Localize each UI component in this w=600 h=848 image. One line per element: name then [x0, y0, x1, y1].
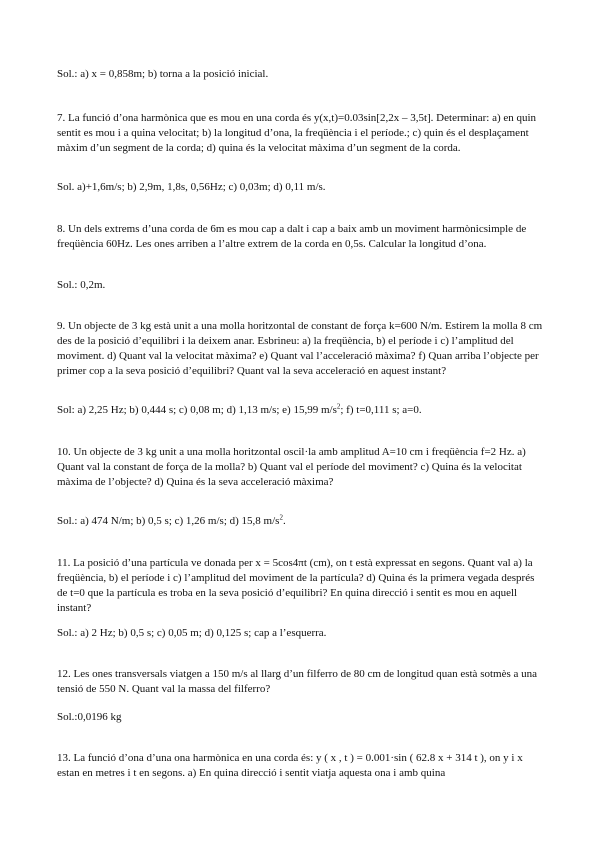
superscript: 2 [279, 513, 283, 522]
problem-13 [57, 751, 547, 781]
problem-statement [57, 445, 547, 490]
solution-rest: . [282, 515, 286, 527]
problem-number: 11. [57, 557, 71, 569]
solution-text: Sol.: a) 2 Hz; b) 0,5 s; c) 0,05 m; d) 0,125 s; cap a l’esquerra. [57, 627, 327, 639]
problem-number: 7. [57, 112, 66, 124]
solution-text: Sol. a)+1,6m/s; b) 2,9m, 1,8s, 0,56Hz; c) 0,03m; d) 0,11 m/s. [57, 181, 326, 193]
problem-text: Un dels extrems d’una corda de 6m es mou cap a dalt i cap a baix amb un moviment harmònicsimple de freqüència 60Hz. Les ones arriben a l’altre extrem de la corda en 0,5s. Calcular la longitud d’ona. [57, 223, 527, 250]
solution-text: Sol.: a) x = 0,858m; b) torna a la posició inicial. [57, 68, 269, 80]
problem-text: Un objecte de 3 kg està unit a una molla horitzontal de constant de força k=600 N/m. Estirem la molla 8 cm des de la posició d’equilibri i la deixem anar. Esbrineu: a) la freqüència, b) el període i c) l’amplitud del moviment. d) Quant val la velocitat màxima? e) Quant val l’acceleració màxima? f) Quan arriba l’objecte per primer cop a la seva posició d’equilibri? Quant val la seva acceleració en aquest instant? [57, 320, 543, 377]
problem-text: La funció d’ona harmònica que es mou en una corda és y(x,t)=0.03sin[2,2x – 3,5t]. Determinar: a) en quin sentit es mou i a quina velocitat; b) la longitud d’ona, la freqüència i el període.; c) quin és el desplaçament màxim d’un segment de la corda; d) quina és la velocitat màxima d’un segment de la corda. [57, 112, 537, 154]
solution-11 [57, 626, 547, 641]
problem-text: Un objecte de 3 kg unit a una molla horitzontal oscil·la amb amplitud A=10 cm i freqüència f=2 Hz. a) Quant val la constant de força de la molla? b) Quant val el període del moviment? c) Quina és la velocitat màxima de l’objecte? d) Quina és la seva acceleració màxima? [57, 446, 526, 488]
solution-text [57, 514, 547, 529]
problem-number: 10. [57, 446, 71, 458]
solution-main: Sol.: a) 474 N/m; b) 0,5 s; c) 1,26 m/s; d) 15,8 m/s [57, 515, 280, 527]
problem-10 [57, 445, 547, 490]
problem-7 [57, 111, 547, 156]
problem-number: 13. [57, 752, 71, 764]
problem-text: La posició d’una partícula ve donada per x = 5cos4πt (cm), on t està expressat en segons. Quant val a) la freqüència, b) el període i c) l’amplitud del moviment de la partícula? d) Quina és la primera vegada després de t=0 que la partícula es troba en la seva posició d’equilibri? En quina direcció i sentit es mou en aquell instant? [57, 557, 535, 614]
solution-main: Sol: a) 2,25 Hz; b) 0,444 s; c) 0,08 m; d) 1,13 m/s; e) 15,99 m/s [57, 404, 337, 416]
solution-rest: ; f) t=0,111 s; a=0. [340, 404, 422, 416]
solution-8 [57, 278, 547, 293]
superscript: 2 [336, 402, 341, 411]
problem-text: La funció d’ona d’una ona harmònica en una corda és: y ( x , t ) = 0.001·sin ( 62.8 x + 314 t ), on y i x estan en metres i t en segons. a) En quina direcció i sentit viatja aquesta ona i amb quina [57, 752, 523, 779]
problem-statement [57, 319, 547, 379]
solution-9 [57, 403, 547, 418]
intro-solution [57, 67, 547, 82]
problem-statement [57, 222, 547, 252]
problem-statement [57, 556, 547, 616]
problem-9 [57, 319, 547, 379]
solution-text: Sol.:0,0196 kg [57, 711, 122, 723]
solution-12 [57, 710, 547, 725]
problem-statement [57, 667, 547, 697]
solution-text [57, 403, 547, 418]
problem-8 [57, 222, 547, 252]
solution-10 [57, 514, 547, 529]
solution-text: Sol.: 0,2m. [57, 279, 106, 291]
problem-number: 12. [57, 668, 71, 680]
solution-7 [57, 180, 547, 195]
problem-text: Les ones transversals viatgen a 150 m/s al llarg d’un filferro de 80 cm de longitud quan està sotmès a una tensió de 550 N. Quant val la massa del filferro? [57, 668, 538, 695]
problem-statement [57, 751, 547, 781]
problem-number: 9. [57, 320, 66, 332]
problem-12 [57, 667, 547, 697]
problem-number: 8. [57, 223, 66, 235]
problem-statement [57, 111, 547, 156]
problem-11 [57, 556, 547, 616]
